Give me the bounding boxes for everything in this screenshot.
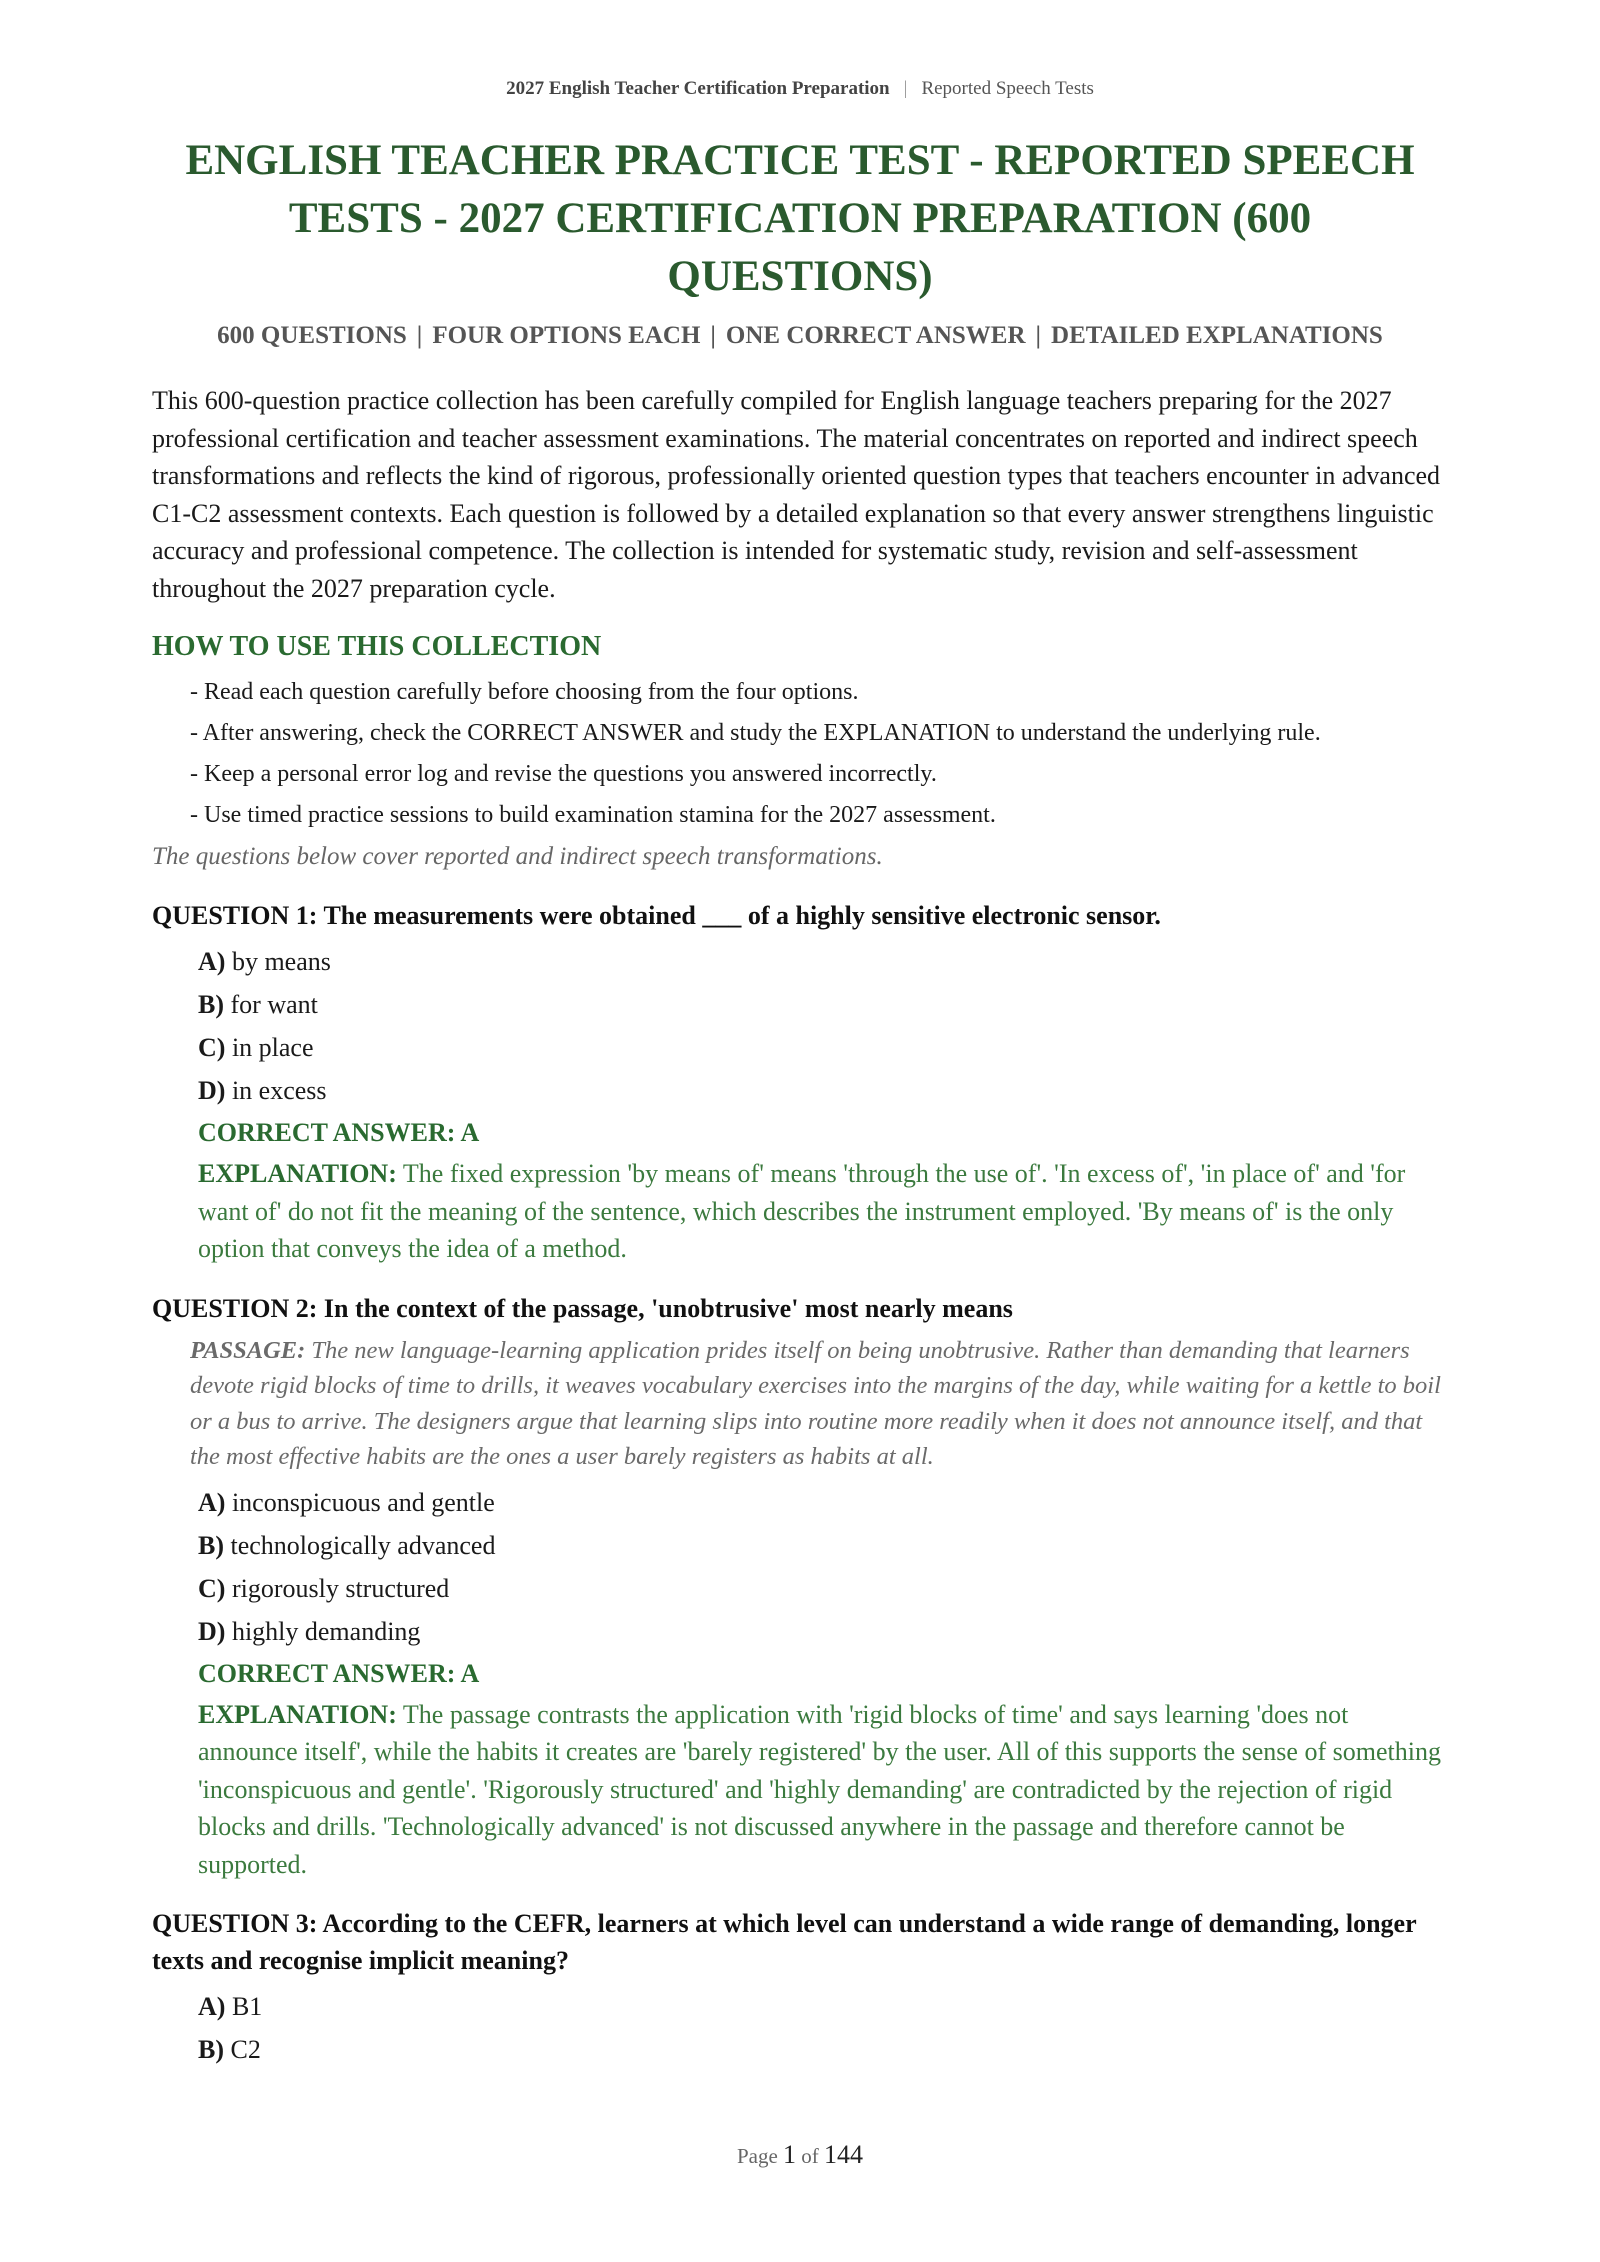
document-subtitle	[100, 322, 1500, 350]
option-text: by means	[231, 947, 331, 976]
option-text: B1	[231, 1992, 263, 2021]
option-item	[198, 2028, 1452, 2071]
option-text: rigorously structured	[231, 1573, 450, 1603]
correct-answer: CORRECT ANSWER: A	[198, 1658, 480, 1688]
option-letter: B)	[198, 990, 224, 1019]
question-heading: QUESTION 3: According to the CEFR, learners at which level can understand a wide range of demanding, longer texts and recognise implicit meaning?	[152, 1909, 1417, 1975]
passage	[152, 1333, 1452, 1475]
option-text: for want	[230, 990, 318, 1019]
question-heading: QUESTION 2: In the context of the passage, 'unobtrusive' most nearly means	[152, 1293, 1013, 1323]
how-to-item: - Use timed practice sessions to build examination stamina for the 2027 assessment.	[190, 802, 996, 828]
option-letter: A)	[198, 1992, 226, 2021]
option-letter: C)	[198, 1033, 226, 1062]
subtitle-separator: |	[710, 322, 716, 349]
how-to-item: - Keep a personal error log and revise the questions you answered incorrectly.	[190, 761, 937, 787]
option-item	[198, 1985, 1452, 2028]
question-heading: QUESTION 1: The measurements were obtained ___ of a highly sensitive electronic sensor.	[152, 901, 1161, 930]
option-letter: A)	[198, 947, 226, 976]
correct-answer: CORRECT ANSWER: A	[198, 1118, 480, 1147]
running-head	[0, 78, 1600, 100]
running-head-right: Reported Speech Tests	[921, 78, 1094, 99]
option-letter: D)	[198, 1076, 226, 1105]
option-item	[198, 1069, 1452, 1112]
option-item	[198, 1481, 1452, 1524]
option-letter: B)	[198, 2035, 224, 2064]
section-note: The questions below cover reported and indirect speech transformations.	[152, 843, 883, 870]
question-block	[152, 897, 1452, 1268]
option-text: highly demanding	[231, 1616, 421, 1646]
question-block	[152, 1905, 1452, 2071]
option-letter: D)	[198, 1616, 226, 1646]
how-to-item: - After answering, check the CORRECT ANSWER and study the EXPLANATION to understand the underlying rule.	[190, 720, 1321, 746]
explanation-text: The fixed expression 'by means of' means 'through the use of'. 'In excess of', 'in place of' and 'for want of' do not fit the meaning of the sentence, which describes the instrument employed. 'By means of' is the only option that conveys the idea of a method.	[198, 1159, 1406, 1263]
option-item	[198, 940, 1452, 983]
subtitle-item: DETAILED EXPLANATIONS	[1051, 322, 1383, 349]
subtitle-item: ONE CORRECT ANSWER	[725, 322, 1026, 349]
page-number: 1	[783, 2140, 797, 2169]
subtitle-item: FOUR OPTIONS EACH	[432, 322, 701, 349]
subtitle-separator: |	[1035, 322, 1042, 349]
option-text: in excess	[231, 1076, 327, 1105]
option-letter: B)	[198, 1530, 224, 1560]
option-text: technologically advanced	[230, 1530, 496, 1560]
explanation-label: EXPLANATION:	[198, 1159, 397, 1188]
option-letter: C)	[198, 1573, 226, 1603]
total-pages: 144	[824, 2140, 864, 2169]
running-head-left: 2027 English Teacher Certification Preparation	[506, 78, 890, 99]
explanation-label: EXPLANATION:	[198, 1699, 397, 1729]
how-to-item: - Read each question carefully before choosing from the four options.	[190, 679, 859, 705]
document-title: ENGLISH TEACHER PRACTICE TEST - REPORTED SPEECH TESTS - 2027 CERTIFICATION PREPARATION (600 QUESTIONS)	[185, 137, 1415, 300]
option-item	[198, 1026, 1452, 1069]
main-content	[152, 382, 1452, 2071]
of-word: of	[801, 2144, 819, 2168]
how-to-list	[152, 675, 1452, 832]
how-to-heading: HOW TO USE THIS COLLECTION	[152, 631, 602, 662]
options-list	[152, 1481, 1452, 1653]
intro-paragraph: This 600-question practice collection has been carefully compiled for English language teachers preparing for the 2027 professional certification and teacher assessment examinations. The material concentrates on reported and indirect speech transformations and reflects the kind of rigorous, professionally oriented question types that teachers encounter in advanced C1-C2 assessment contexts. Each question is followed by a detailed explanation so that every answer strengthens linguistic accuracy and professional competence. The collection is intended for systematic study, revision and self-assessment throughout the 2027 preparation cycle.	[152, 386, 1441, 603]
page-footer	[0, 2140, 1600, 2170]
running-head-separator: |	[903, 78, 908, 99]
option-item	[198, 1610, 1452, 1653]
subtitle-item: 600 QUESTIONS	[217, 322, 407, 349]
explanation	[152, 1696, 1452, 1884]
option-text: in place	[231, 1033, 314, 1062]
explanation-text: The passage contrasts the application with 'rigid blocks of time' and says learning 'does not announce itself', while the habits it creates are 'barely registered' by the user. All of this supports the sense of something 'inconspicuous and gentle'. 'Rigorously structured' and 'highly demanding' are contradicted by the rejection of rigid blocks and drills. 'Technologically advanced' is not discussed anywhere in the passage and therefore cannot be supported.	[198, 1699, 1441, 1879]
option-item	[198, 1524, 1452, 1567]
option-text: inconspicuous and gentle	[231, 1487, 495, 1517]
options-list	[152, 940, 1452, 1112]
option-text: C2	[230, 2035, 261, 2064]
passage-text: The new language-learning application prides itself on being unobtrusive. Rather than demanding that learners devote rigid blocks of time to drills, it weaves vocabulary exercises into the margins of the day, while waiting for a kettle to boil or a bus to arrive. The designers argue that learning slips into routine more readily when it does not announce itself, and that the most effective habits are the ones a user barely registers as habits at all.	[190, 1336, 1441, 1470]
options-list	[152, 1985, 1452, 2071]
option-item	[198, 983, 1452, 1026]
explanation	[152, 1155, 1452, 1268]
subtitle-separator: |	[416, 322, 423, 349]
passage-label: PASSAGE:	[190, 1336, 306, 1364]
question-block	[152, 1290, 1452, 1884]
option-item	[198, 1567, 1452, 1610]
option-letter: A)	[198, 1487, 226, 1517]
page-word: Page	[736, 2144, 778, 2168]
